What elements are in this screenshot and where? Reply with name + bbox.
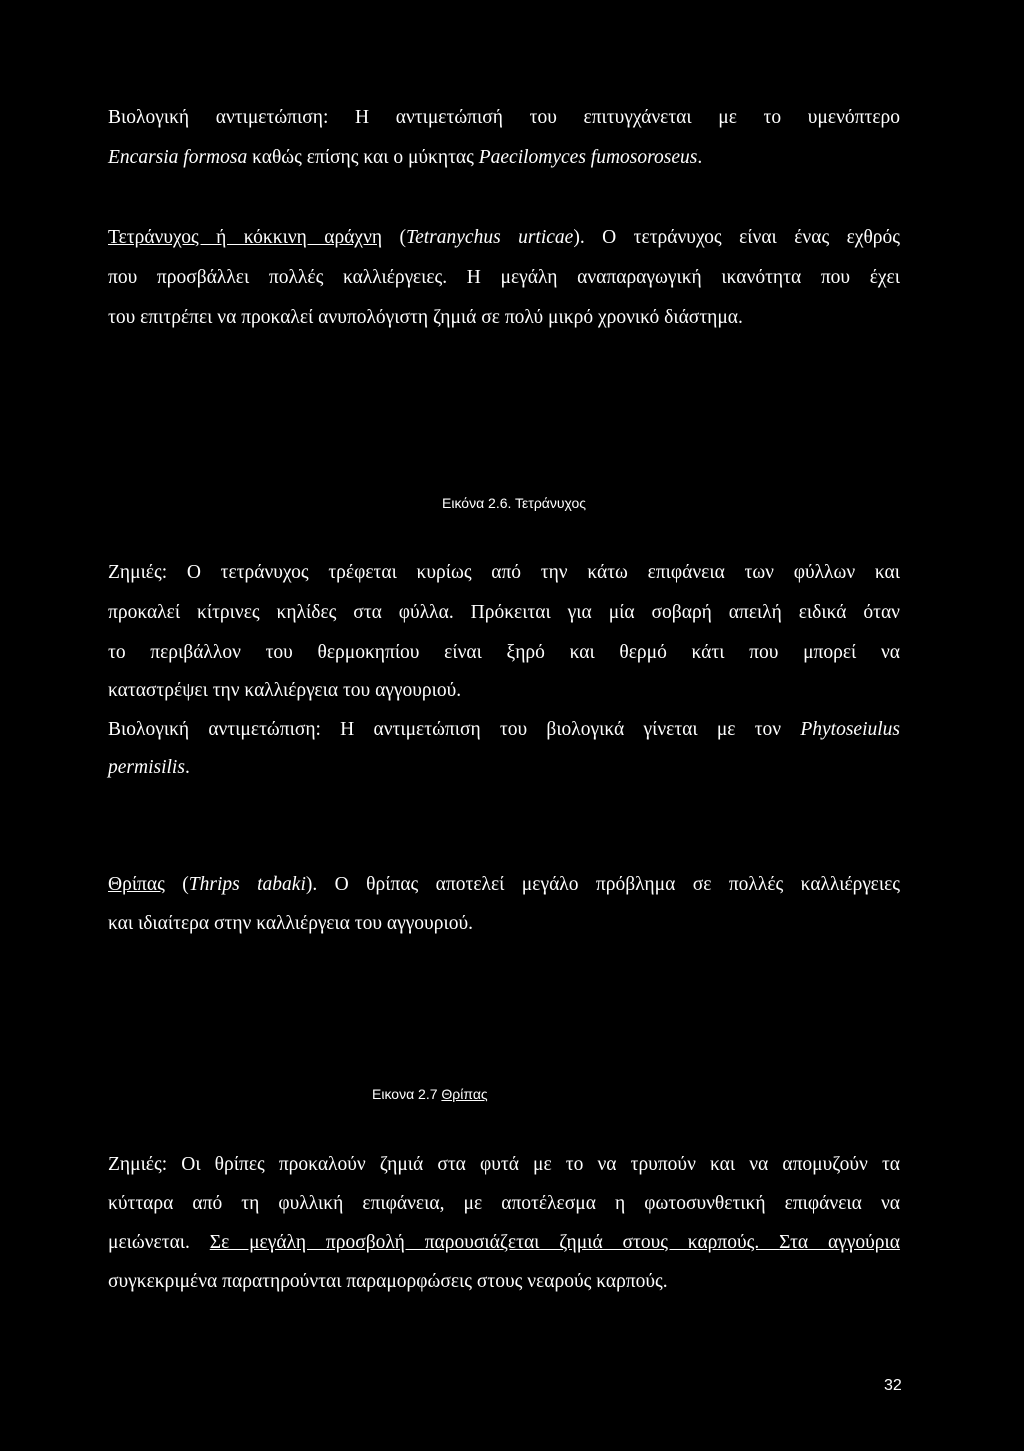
paragraph-text: το περιβάλλον του θερμοκηπίου είναι ξηρό και θερμό κάτι που μπορεί να [108, 642, 900, 663]
paragraph-line [108, 1194, 900, 1214]
paragraph-line [108, 148, 900, 168]
punctuation: . [697, 147, 703, 168]
paragraph-text: Σε μεγάλη προσβολή παρουσιάζεται ζημιά στους καρπούς. [209, 1232, 780, 1253]
paragraph-text: προκαλεί κίτρινες κηλίδες στα φύλλα. Πρόκειται για μία σοβαρή απειλή ειδικά όταν [108, 602, 900, 623]
paragraph-text: και ιδιαίτερα στην καλλιέργεια του αγγουριού. [108, 913, 473, 934]
paragraph-line [108, 268, 900, 288]
species-name: permisilis [108, 757, 185, 778]
paragraph-text: Στα αγγούρια [779, 1232, 901, 1253]
paragraph-line [108, 914, 900, 934]
paragraph-text: που προσβάλλει πολλές καλλιέργειες. Η μεγάλη αναπαραγωγική ικανότητα που έχει [108, 267, 900, 288]
figure-caption-label: Εικονα 2.7 [372, 1086, 442, 1102]
paragraph-text: Ζημιές: Οι θρίπες προκαλούν ζημιά στα φυτά με το να τρυπούν και να απομυζούν τα [108, 1154, 900, 1175]
punctuation: ( [382, 227, 407, 248]
paragraph-line [108, 108, 900, 128]
paragraph-line [108, 603, 900, 623]
paragraph-line [108, 1233, 900, 1253]
punctuation: ( [164, 874, 189, 895]
section-heading: Τετράνυχος ή κόκκινη αράχνη [108, 227, 383, 248]
species-name: Encarsia formosa [108, 147, 248, 168]
paragraph-text: του επιτρέπει να προκαλεί ανυπολόγιστη ζημιά σε πολύ μικρό χρονικό διάστημα. [108, 307, 743, 328]
figure-caption: Εικόνα 2.6. Τετράνυχος [442, 495, 587, 511]
paragraph-text: Βιολογική αντιμετώπιση: Η αντιμετώπισή του επιτυγχάνεται με το υμενόπτερο [108, 107, 900, 128]
species-name: Thrips tabaki [188, 874, 306, 895]
paragraph-text: μειώνεται. [108, 1232, 210, 1253]
paragraph-line [108, 1272, 900, 1292]
paragraph-line [108, 681, 900, 701]
paragraph-text: καθώς επίσης και ο μύκητας [247, 147, 479, 168]
paragraph-text: καταστρέψει την καλλιέργεια του αγγουριού. [108, 680, 462, 701]
paragraph-text: Βιολογική αντιμετώπιση: Η αντιμετώπιση του βιολογικά γίνεται με τον [108, 719, 801, 740]
paragraph-text: ). Ο θρίπας αποτελεί μεγάλο πρόβλημα σε πολλές καλλιέργειες [305, 874, 901, 895]
figure-caption-title: Θρίπας [441, 1086, 488, 1102]
paragraph-text: συγκεκριμένα παρατηρούνται παραμορφώσεις στους νεαρούς καρπούς. [108, 1271, 668, 1292]
paragraph-line [108, 308, 900, 328]
paragraph-line [108, 228, 900, 248]
paragraph-line [108, 563, 900, 583]
figure-caption [372, 1087, 488, 1101]
paragraph-line [108, 643, 900, 663]
page-number: 32 [884, 1377, 902, 1394]
paragraph-text: Ζημιές: Ο τετράνυχος τρέφεται κυρίως από την κάτω επιφάνεια των φύλλων και [108, 562, 900, 583]
paragraph-line [108, 720, 900, 740]
species-name: Tetranychus urticae [406, 227, 574, 248]
paragraph-line [108, 875, 900, 895]
species-name: Phytoseiulus [800, 719, 900, 740]
paragraph-line [108, 758, 900, 778]
section-heading: Θρίπας [108, 874, 165, 895]
species-name: Paecilomyces fumosoroseus [478, 147, 698, 168]
paragraph-text: κύτταρα από τη φυλλική επιφάνεια, με αποτέλεσμα η φωτοσυνθετική επιφάνεια να [108, 1193, 900, 1214]
punctuation: . [184, 757, 190, 778]
paragraph-line [108, 1155, 900, 1175]
paragraph-text: ). Ο τετράνυχος είναι ένας εχθρός [573, 227, 900, 248]
